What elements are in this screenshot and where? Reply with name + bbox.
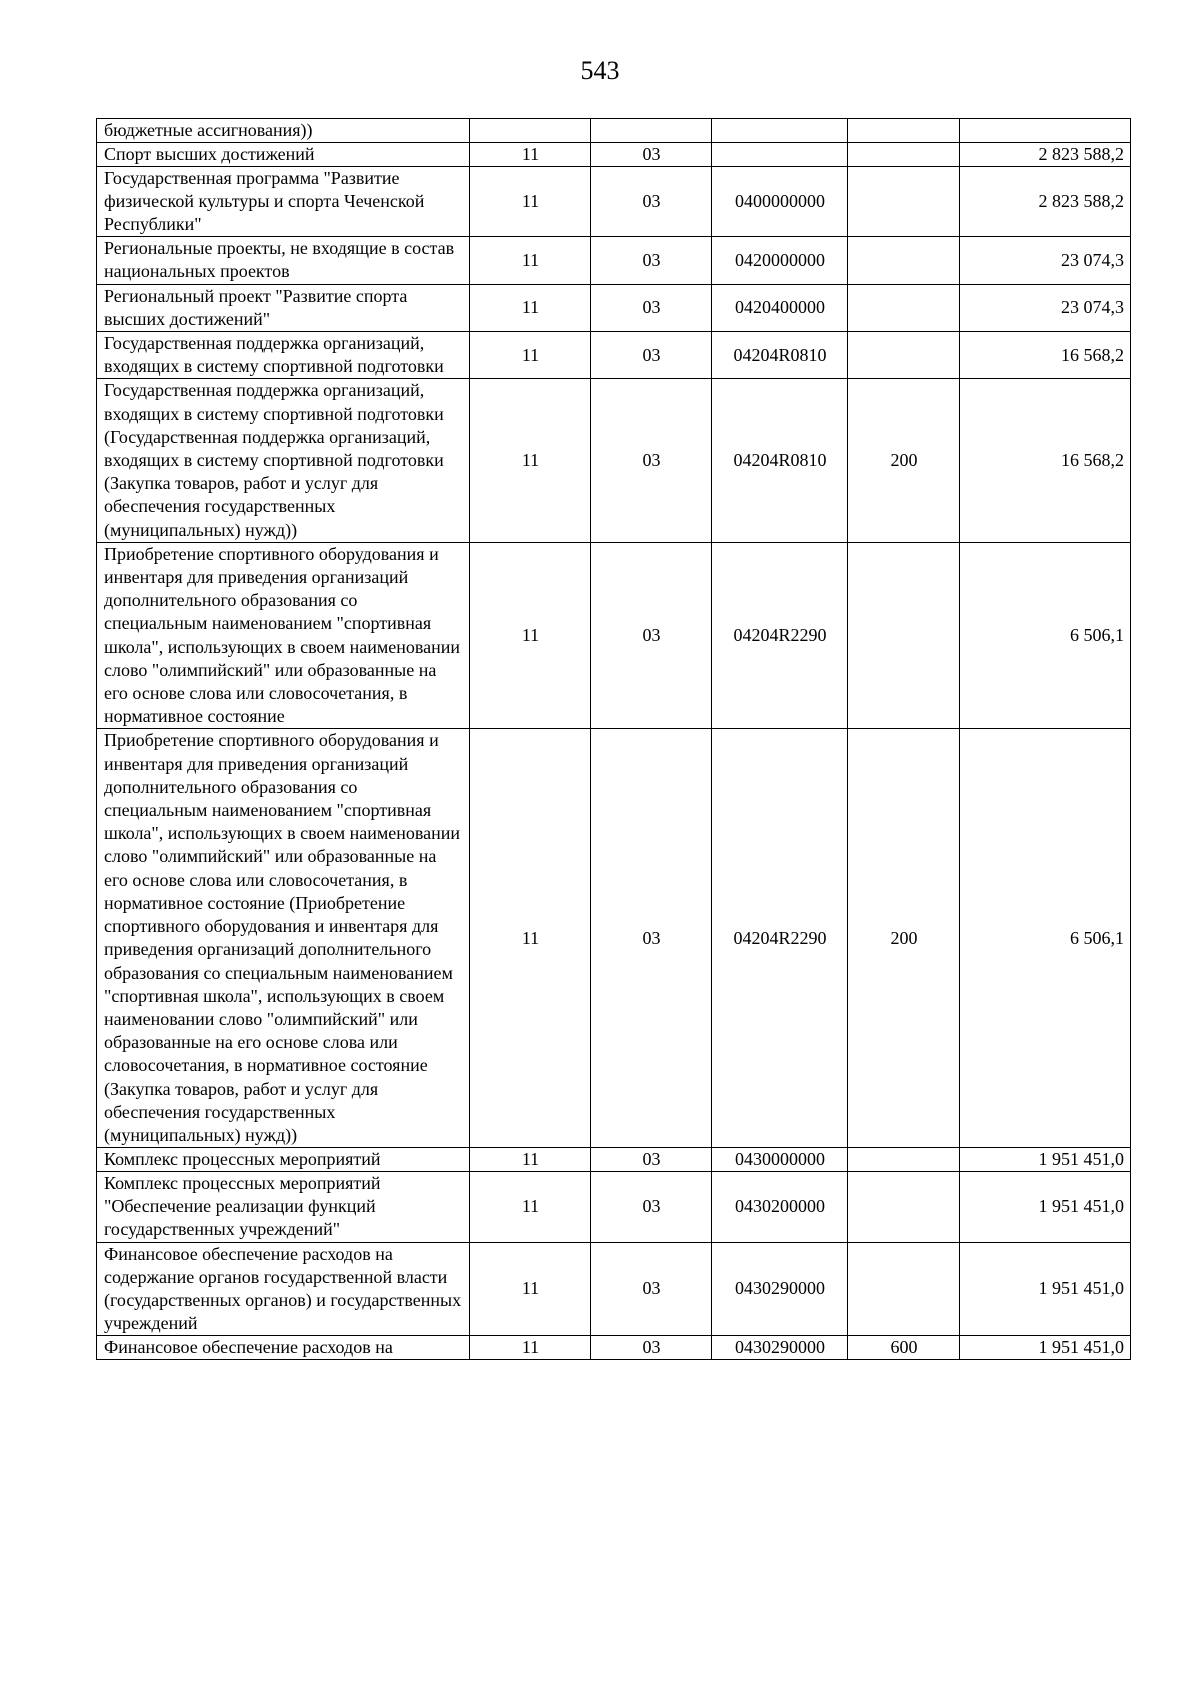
target-article-cell: 04204R2290 <box>712 729 848 1148</box>
item-name-cell: Приобретение спортивного оборудования и инвентаря для приведения организаций дополнительного образования со специальным наименованием "спортивная школа", использующих в своем наименовании слово "олимпийский" или образованные на его основе слова или словосочетания, в нормативное состояние (Приобретение спортивного оборудования и инвентаря для приведения организаций дополнительного образования со специальным наименованием "спортивная школа", использующих в своем наименовании слово "олимпийский" или образованные на его основе слова или словосочетания, в нормативное состояние (Закупка товаров, работ и услуг для обеспечения государственных (муниципальных) нужд)) <box>97 729 470 1148</box>
item-name-cell: Финансовое обеспечение расходов на <box>97 1336 470 1360</box>
table-row <box>97 284 1131 331</box>
table-row <box>97 1242 1131 1336</box>
subsection-code-cell: 03 <box>591 729 712 1148</box>
subsection-code-cell: 03 <box>591 1336 712 1360</box>
subsection-code-cell: 03 <box>591 1148 712 1172</box>
expense-type-cell <box>848 1148 960 1172</box>
expense-type-cell <box>848 142 960 166</box>
section-code-cell: 11 <box>470 332 591 379</box>
table-row <box>97 119 1131 143</box>
amount-cell: 16 568,2 <box>960 379 1131 542</box>
table-row <box>97 379 1131 542</box>
subsection-code-cell: 03 <box>591 166 712 237</box>
section-code-cell <box>470 119 591 143</box>
table-row <box>97 1148 1131 1172</box>
item-name-cell: Региональные проекты, не входящие в состав национальных проектов <box>97 237 470 284</box>
subsection-code-cell: 03 <box>591 542 712 729</box>
target-article-cell <box>712 142 848 166</box>
page-number: 543 <box>580 56 620 85</box>
item-name-cell: Государственная поддержка организаций, входящих в систему спортивной подготовки <box>97 332 470 379</box>
expense-type-cell <box>848 237 960 284</box>
subsection-code-cell: 03 <box>591 1242 712 1336</box>
target-article-cell: 04204R2290 <box>712 542 848 729</box>
item-name-cell: Комплекс процессных мероприятий "Обеспечение реализации функций государственных учреждений" <box>97 1171 470 1242</box>
expense-type-cell: 600 <box>848 1336 960 1360</box>
item-name-cell: Комплекс процессных мероприятий <box>97 1148 470 1172</box>
table-row <box>97 1336 1131 1360</box>
target-article-cell: 0400000000 <box>712 166 848 237</box>
item-name-cell: Государственная программа "Развитие физической культуры и спорта Чеченской Республики" <box>97 166 470 237</box>
amount-cell: 23 074,3 <box>960 284 1131 331</box>
section-code-cell: 11 <box>470 166 591 237</box>
expense-type-cell <box>848 542 960 729</box>
expense-type-cell <box>848 1171 960 1242</box>
subsection-code-cell: 03 <box>591 142 712 166</box>
expense-type-cell <box>848 332 960 379</box>
target-article-cell: 04204R0810 <box>712 332 848 379</box>
item-name-cell: бюджетные ассигнования)) <box>97 119 470 143</box>
item-name-cell: Государственная поддержка организаций, входящих в систему спортивной подготовки (Государственная поддержка организаций, входящих в систему спортивной подготовки (Закупка товаров, работ и услуг для обеспечения государственных (муниципальных) нужд)) <box>97 379 470 542</box>
target-article-cell: 04204R0810 <box>712 379 848 542</box>
section-code-cell: 11 <box>470 1336 591 1360</box>
amount-cell: 6 506,1 <box>960 542 1131 729</box>
target-article-cell: 0430000000 <box>712 1148 848 1172</box>
amount-cell: 23 074,3 <box>960 237 1131 284</box>
section-code-cell: 11 <box>470 142 591 166</box>
subsection-code-cell <box>591 119 712 143</box>
amount-cell: 16 568,2 <box>960 332 1131 379</box>
amount-cell: 2 823 588,2 <box>960 142 1131 166</box>
target-article-cell: 0420400000 <box>712 284 848 331</box>
table-row <box>97 142 1131 166</box>
item-name-cell: Спорт высших достижений <box>97 142 470 166</box>
section-code-cell: 11 <box>470 1148 591 1172</box>
target-article-cell: 0430200000 <box>712 1171 848 1242</box>
subsection-code-cell: 03 <box>591 332 712 379</box>
amount-cell: 1 951 451,0 <box>960 1148 1131 1172</box>
budget-table <box>96 118 1131 1360</box>
section-code-cell: 11 <box>470 379 591 542</box>
expense-type-cell <box>848 166 960 237</box>
section-code-cell: 11 <box>470 284 591 331</box>
subsection-code-cell: 03 <box>591 284 712 331</box>
amount-cell: 6 506,1 <box>960 729 1131 1148</box>
amount-cell: 1 951 451,0 <box>960 1336 1131 1360</box>
section-code-cell: 11 <box>470 237 591 284</box>
table-row <box>97 332 1131 379</box>
section-code-cell: 11 <box>470 729 591 1148</box>
table-row <box>97 237 1131 284</box>
amount-cell: 1 951 451,0 <box>960 1242 1131 1336</box>
table-row <box>97 1171 1131 1242</box>
amount-cell: 2 823 588,2 <box>960 166 1131 237</box>
expense-type-cell <box>848 1242 960 1336</box>
item-name-cell: Финансовое обеспечение расходов на содержание органов государственной власти (государственных органов) и государственных учреждений <box>97 1242 470 1336</box>
section-code-cell: 11 <box>470 1242 591 1336</box>
amount-cell <box>960 119 1131 143</box>
section-code-cell: 11 <box>470 542 591 729</box>
item-name-cell: Приобретение спортивного оборудования и инвентаря для приведения организаций дополнительного образования со специальным наименованием "спортивная школа", использующих в своем наименовании слово "олимпийский" или образованные на его основе слова или словосочетания, в нормативное состояние <box>97 542 470 729</box>
expense-type-cell <box>848 284 960 331</box>
table-row <box>97 542 1131 729</box>
target-article-cell <box>712 119 848 143</box>
subsection-code-cell: 03 <box>591 379 712 542</box>
table-row <box>97 729 1131 1148</box>
section-code-cell: 11 <box>470 1171 591 1242</box>
target-article-cell: 0430290000 <box>712 1242 848 1336</box>
table-row <box>97 166 1131 237</box>
expense-type-cell: 200 <box>848 379 960 542</box>
target-article-cell: 0420000000 <box>712 237 848 284</box>
expense-type-cell: 200 <box>848 729 960 1148</box>
amount-cell: 1 951 451,0 <box>960 1171 1131 1242</box>
subsection-code-cell: 03 <box>591 1171 712 1242</box>
target-article-cell: 0430290000 <box>712 1336 848 1360</box>
expense-type-cell <box>848 119 960 143</box>
subsection-code-cell: 03 <box>591 237 712 284</box>
item-name-cell: Региональный проект "Развитие спорта высших достижений" <box>97 284 470 331</box>
